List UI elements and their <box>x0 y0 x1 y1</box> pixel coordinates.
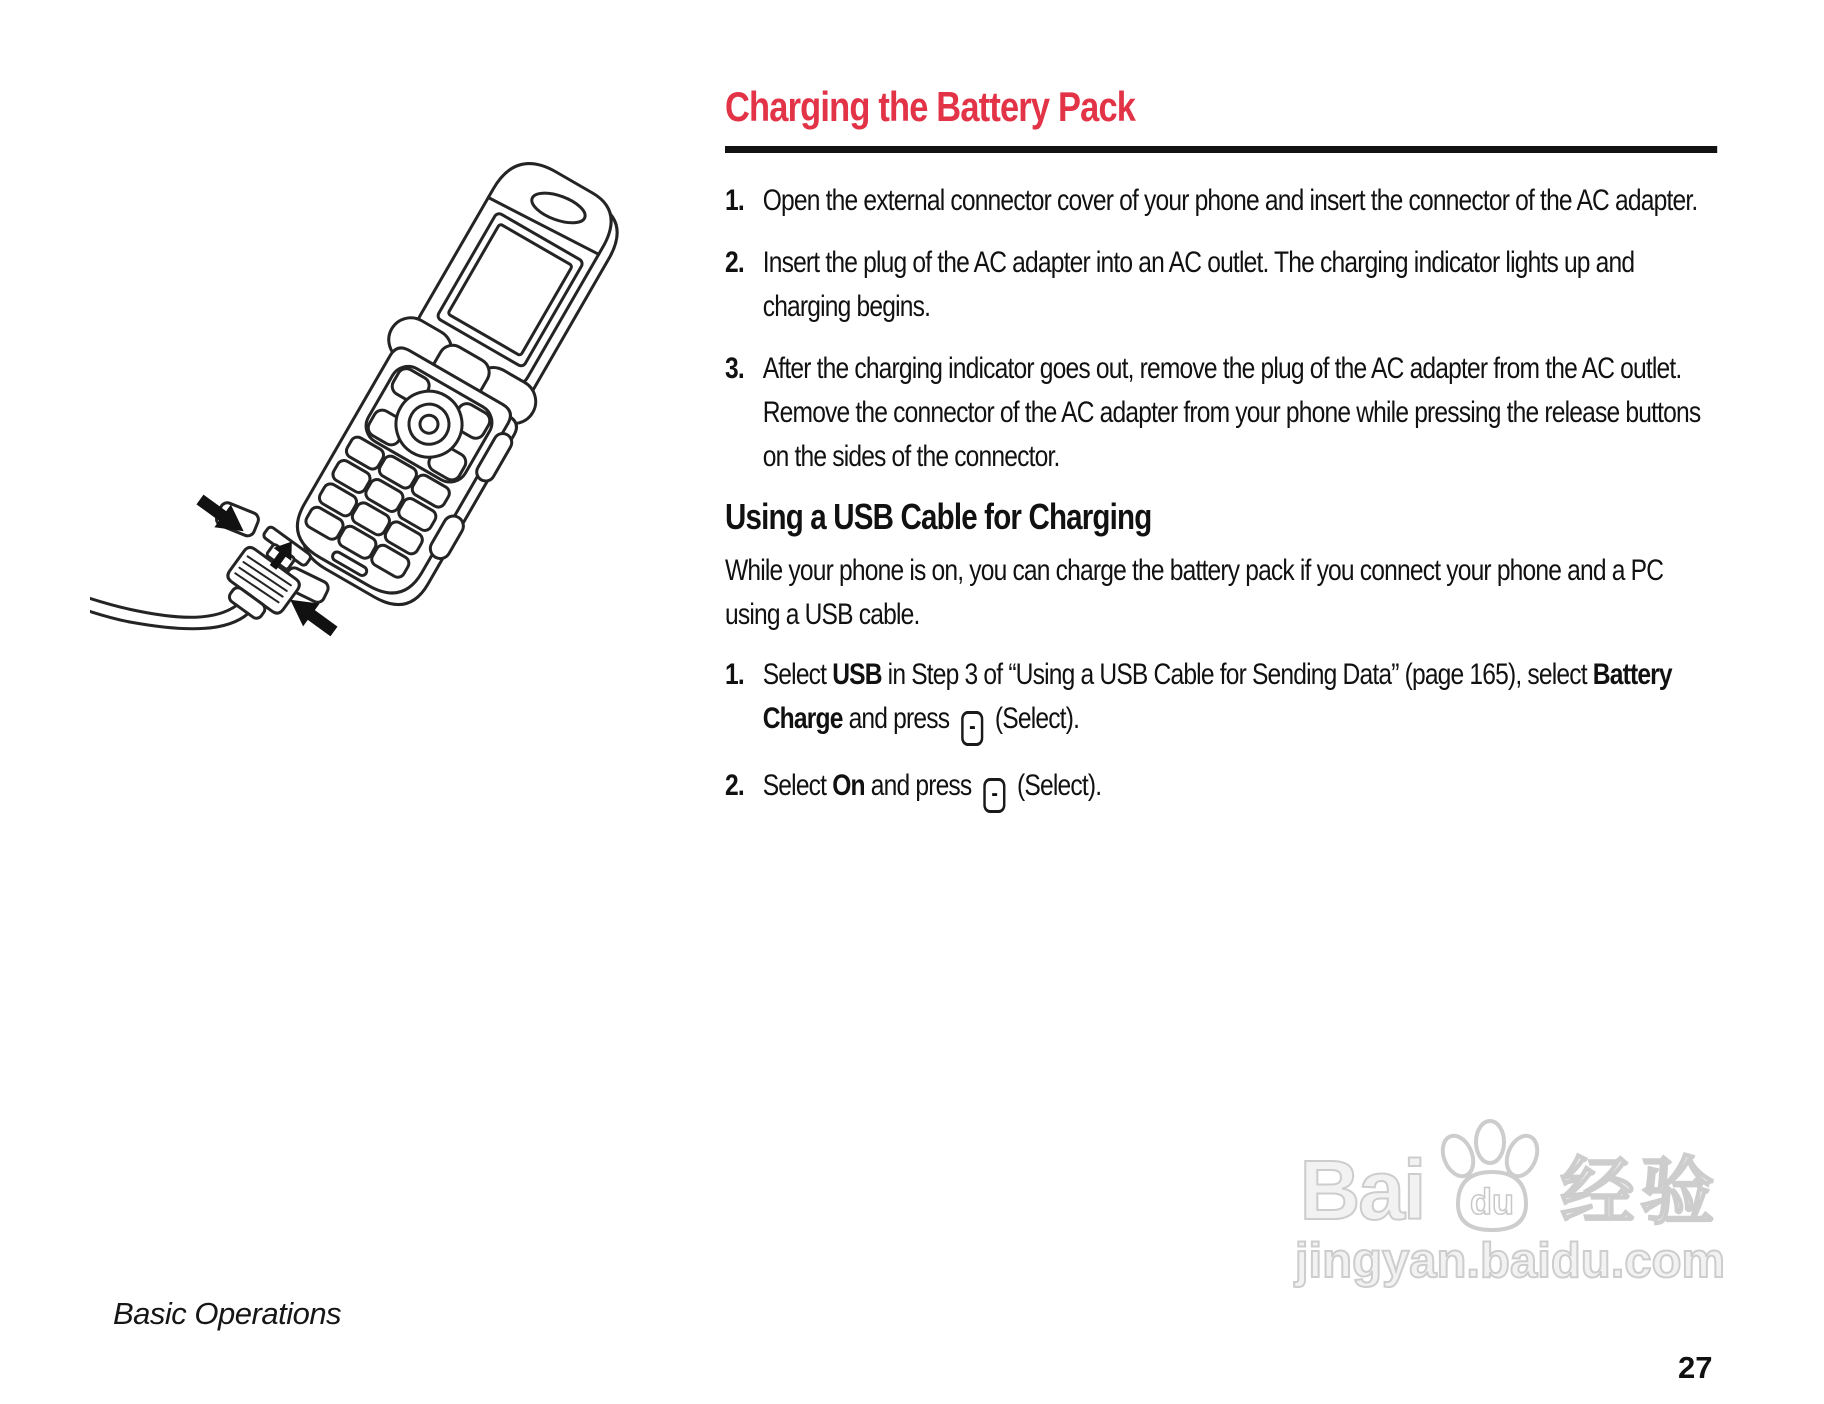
step-number: 2. <box>725 246 744 279</box>
watermark-brand-cn: 经验 <box>1560 1150 1721 1233</box>
phone-charging-illustration <box>90 120 650 700</box>
step-text: After the charging indicator goes out, remove the plug of the AC adapter from the AC outlet. Remove the connector of the AC adapter from your phone while pressing the release buttons on the sides of the connector. <box>762 352 1701 473</box>
step-item <box>725 241 1717 329</box>
softkey-icon: - <box>961 711 983 746</box>
softkey-icon: - <box>983 778 1005 813</box>
footer-section-title: Basic Operations <box>113 1296 342 1331</box>
watermark-logo-row <box>1280 1118 1740 1237</box>
step-item <box>725 347 1717 479</box>
title-rule <box>725 146 1717 153</box>
cable <box>90 508 237 682</box>
baidu-watermark <box>1280 1118 1740 1288</box>
step-text: Open the external connector cover of your phone and insert the connector of the AC adapter. <box>762 184 1698 217</box>
step-text: Select On and press - (Select). <box>763 764 1717 813</box>
usb-intro-paragraph: While your phone is on, you can charge the battery pack if you connect your phone and a PC using a USB cable. <box>725 554 1664 631</box>
step-number: 1. <box>725 184 744 217</box>
baidu-paw-icon <box>1428 1118 1556 1242</box>
page-number: 27 <box>1678 1350 1713 1385</box>
step-number: 1. <box>725 658 744 691</box>
charging-steps-list <box>725 179 1717 479</box>
step-number: 2. <box>725 769 744 802</box>
usb-subheading: Using a USB Cable for Charging <box>725 496 1152 537</box>
text-column <box>725 84 1717 831</box>
step-number: 3. <box>725 352 744 385</box>
step-text: Select USB in Step 3 of “Using a USB Cable for Sending Data” (page 165), select Battery Charge and press - (Select). <box>763 653 1717 746</box>
watermark-paw-text: du <box>1470 1181 1515 1222</box>
step-item <box>725 179 1717 223</box>
usb-steps-list <box>725 653 1717 813</box>
step-item <box>725 764 1717 813</box>
step-item <box>725 653 1717 746</box>
watermark-url: jingyan.baidu.com <box>1294 1234 1726 1288</box>
step-text: Insert the plug of the AC adapter into an AC outlet. The charging indicator lights up and charging begins. <box>762 246 1635 323</box>
page-title: Charging the Battery Pack <box>725 83 1136 130</box>
watermark-brand-text: Bai <box>1299 1143 1425 1237</box>
